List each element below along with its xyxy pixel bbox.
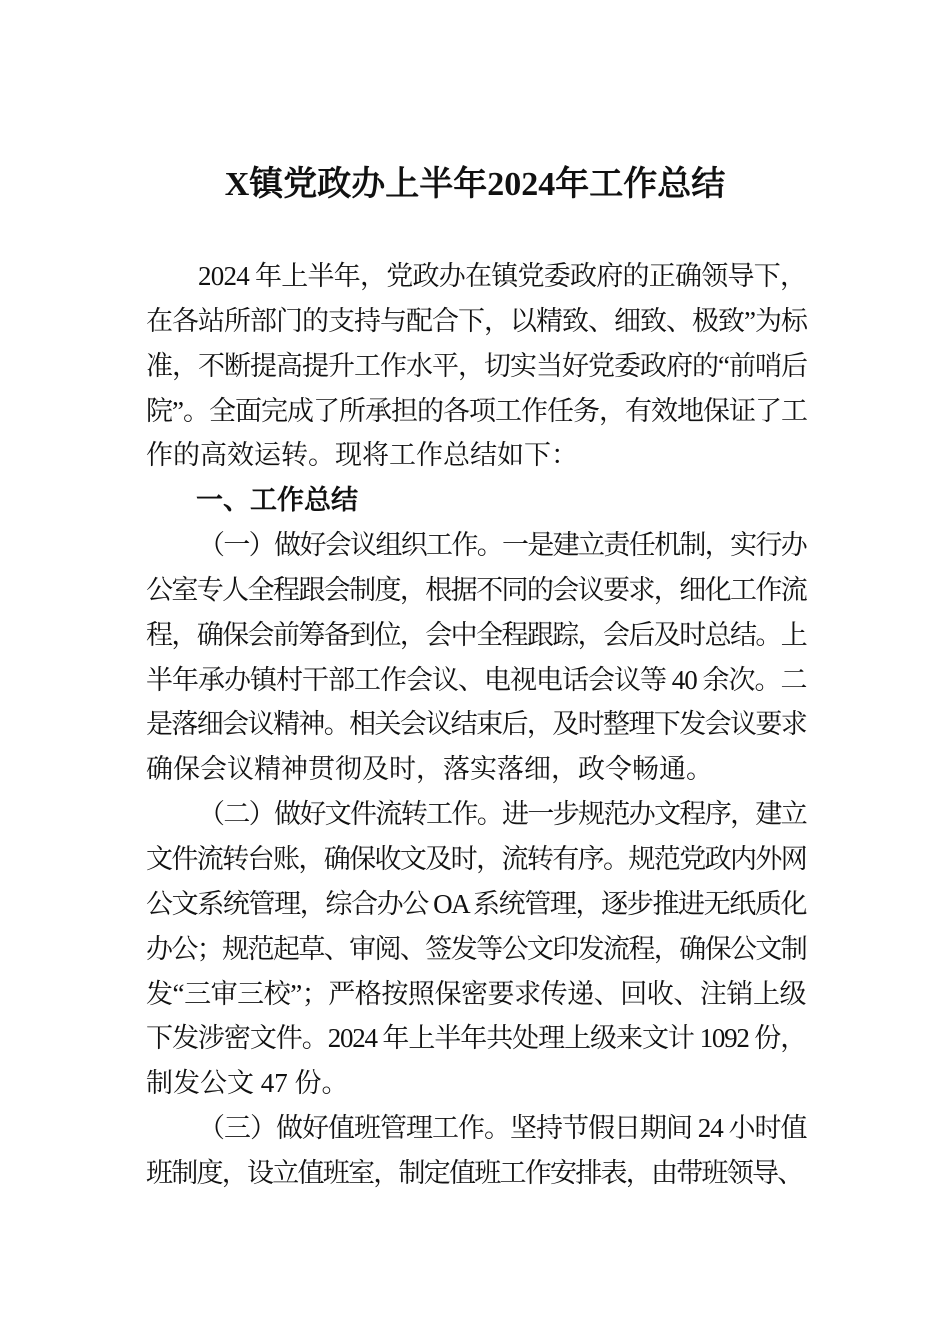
paragraph-line: 公文系统管理，综合办公 OA 系统管理，逐步推进无纸质化 bbox=[146, 888, 806, 919]
paragraph-line: 办公；规范起草、审阅、签发等公文印发流程，确保公文制 bbox=[146, 933, 806, 964]
paragraph-line: 院”。全面完成了所承担的各项工作任务，有效地保证了工 bbox=[146, 395, 807, 426]
paragraph-line: 作的高效运转。现将工作总结如下： bbox=[146, 440, 578, 471]
paragraph-line: （三）做好值班管理工作。坚持节假日期间 24 小时值 bbox=[198, 1113, 807, 1144]
paragraph bbox=[146, 792, 806, 1106]
paragraph-line: 半年承办镇村干部工作会议、电视电话会议等 40 余次。二 bbox=[146, 664, 807, 695]
paragraph bbox=[146, 523, 806, 792]
paragraph-line: 发“三审三校”；严格按照保密要求传递、回收、注销上级 bbox=[146, 978, 806, 1009]
paragraph-line: 公室专人全程跟会制度，根据不同的会议要求，细化工作流 bbox=[146, 574, 806, 605]
section-heading: 一、工作总结 bbox=[196, 485, 358, 516]
paragraph-line: 制发公文 47 份。 bbox=[146, 1068, 349, 1099]
paragraph-line: 2024 年上半年，党政办在镇党委政府的正确领导下， bbox=[198, 261, 807, 291]
paragraph-line: 确保会议精神贯彻及时，落实落细，政令畅通。 bbox=[146, 754, 713, 785]
paragraph-line: （二）做好文件流转工作。进一步规范办文程序，建立 bbox=[198, 799, 806, 830]
paragraph-line: 在各站所部门的支持与配合下，以精致、细致、极致”为标 bbox=[146, 305, 807, 336]
paragraph bbox=[146, 1106, 806, 1196]
paragraph-line: 班制度，设立值班室，制定值班工作安排表，由带班领导、 bbox=[146, 1157, 803, 1188]
paragraph-line: 准，不断提高提升工作水平，切实当好党委政府的“前哨后 bbox=[146, 350, 807, 381]
paragraph-line: 下发涉密文件。2024 年上半年共处理上级来文计 1092 份， bbox=[146, 1023, 806, 1054]
paragraph-line: 是落细会议精神。相关会议结束后，及时整理下发会议要求 bbox=[146, 709, 806, 740]
paragraph-line: （一）做好会议组织工作。一是建立责任机制，实行办 bbox=[198, 530, 806, 561]
document-body bbox=[146, 254, 806, 1196]
document-title: X镇党政办上半年2024年工作总结 bbox=[224, 166, 726, 203]
paragraph-line: 程，确保会前筹备到位，会中全程跟踪，会后及时总结。上 bbox=[146, 619, 806, 650]
paragraph-line: 文件流转台账，确保收文及时，流转有序。规范党政内外网 bbox=[146, 843, 806, 874]
paragraph bbox=[146, 254, 806, 478]
